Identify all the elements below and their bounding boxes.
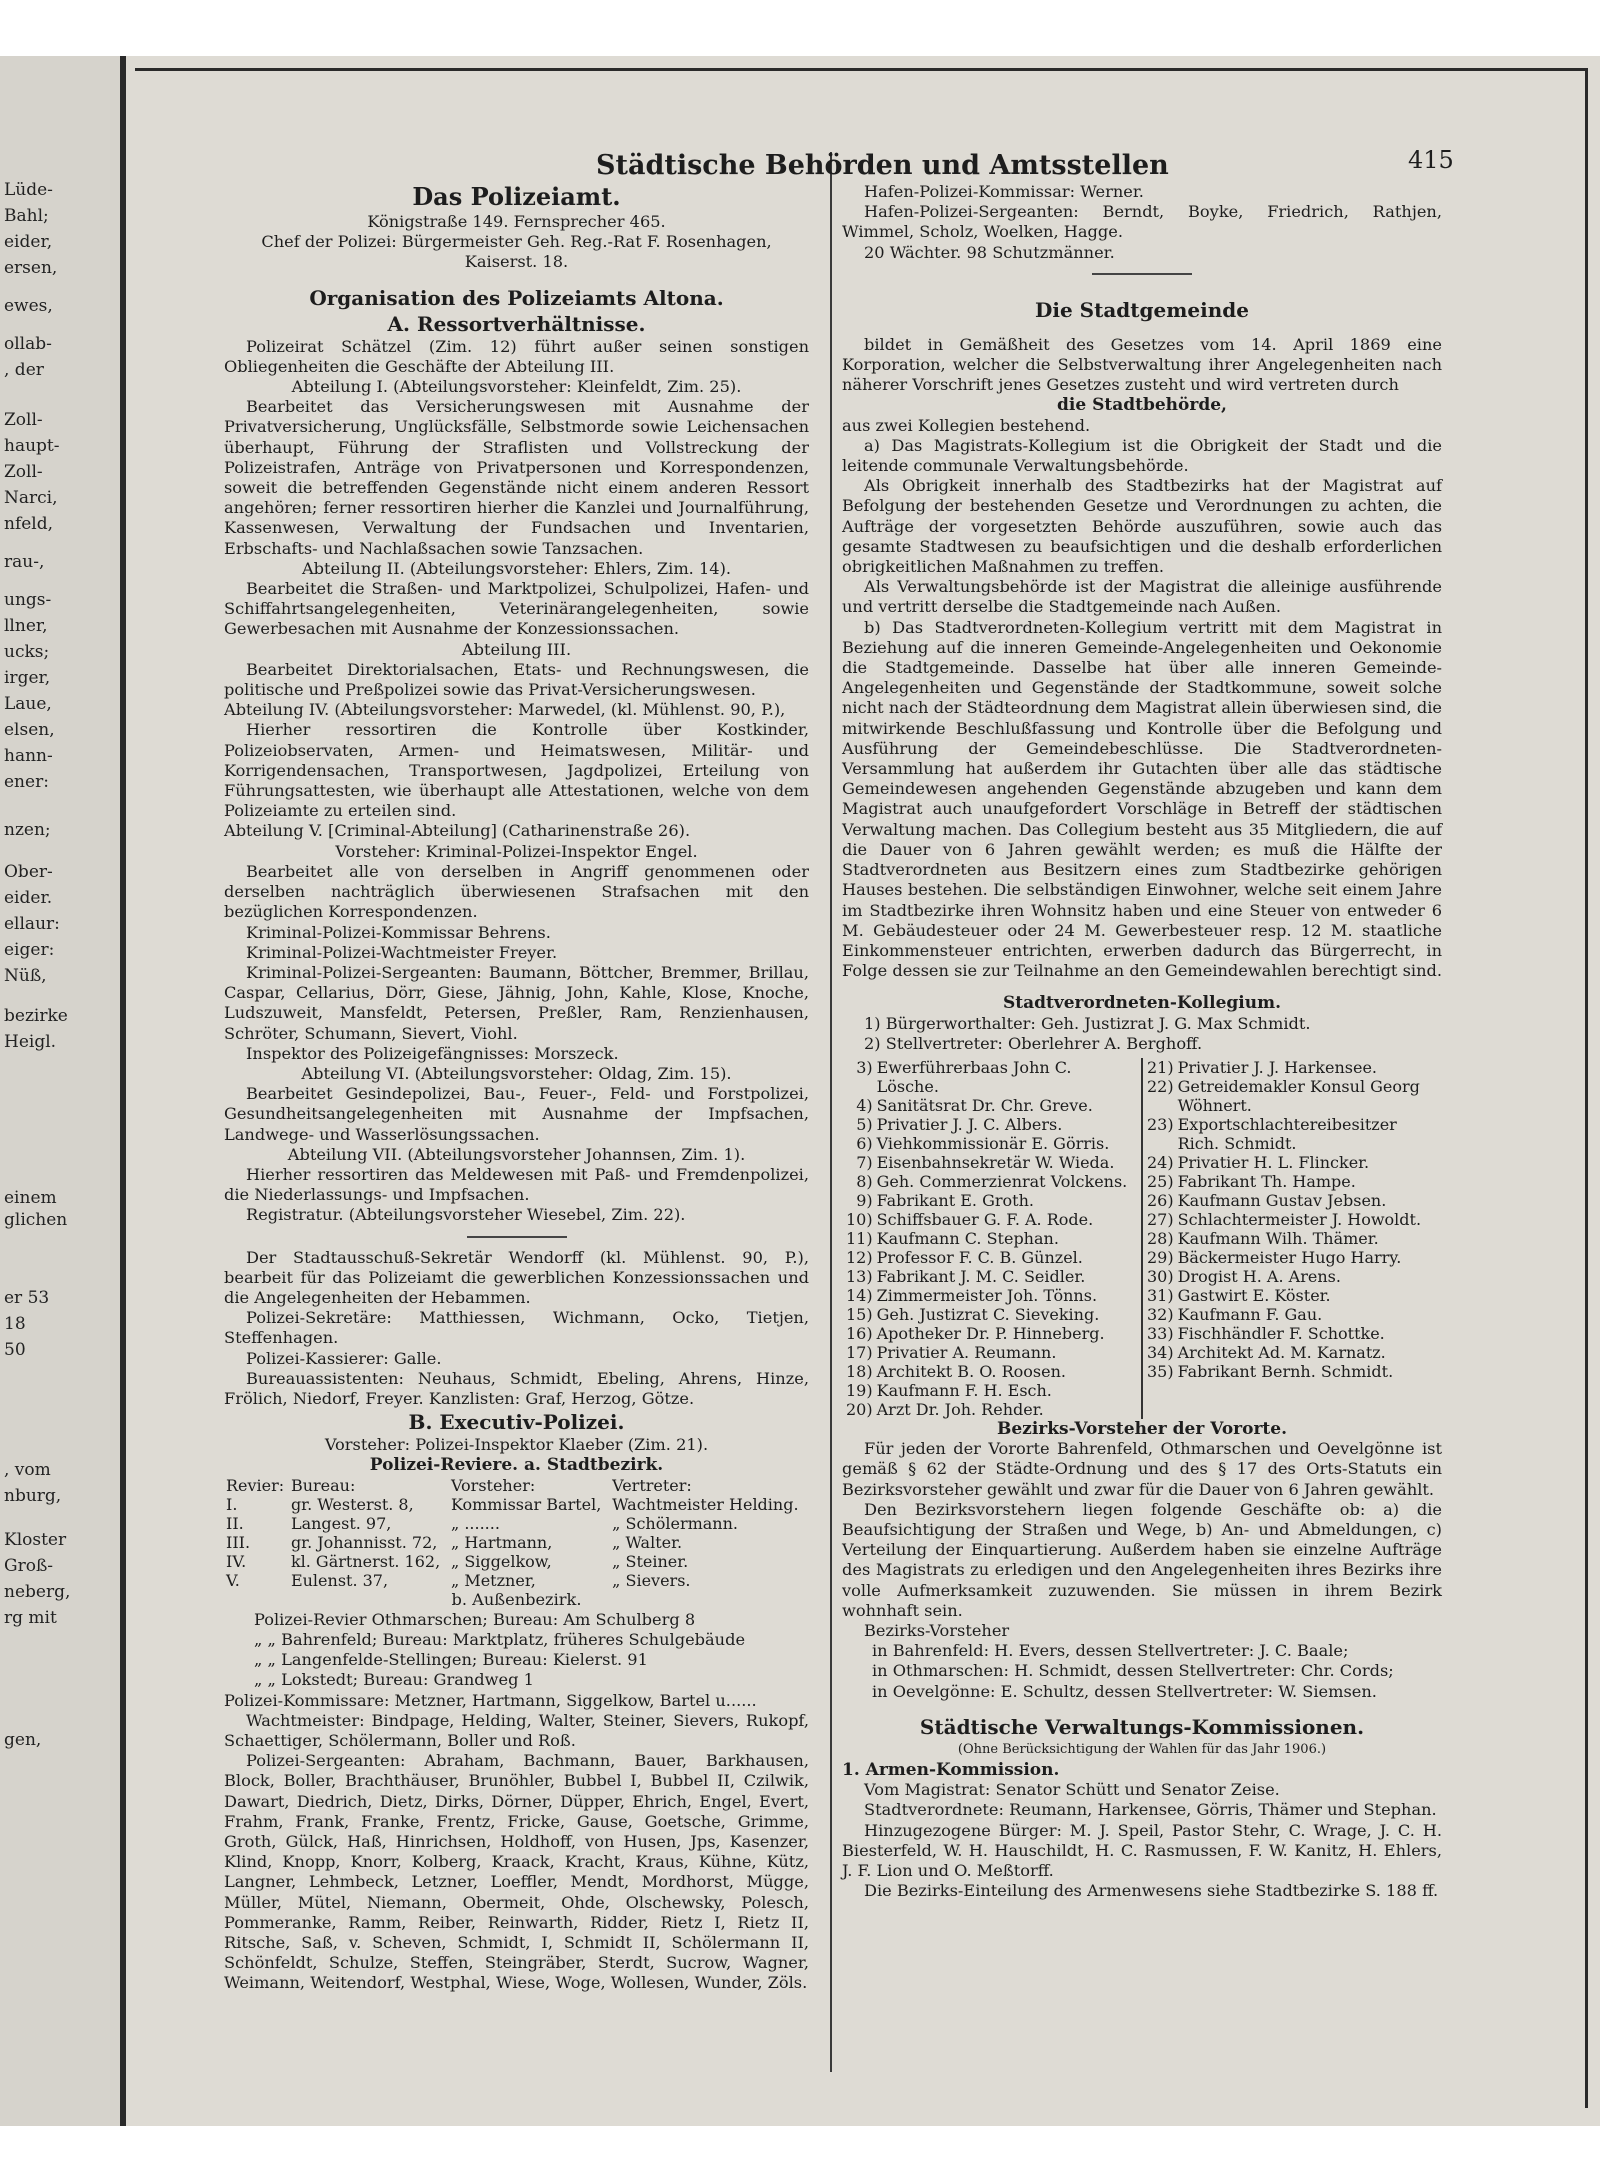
table-cell: gr. Johannisst. 72, [290,1532,438,1552]
member-number: 32) [1147,1304,1174,1324]
chief-line: Chef der Polizei: Bürgermeister Geh. Reg.-Rat F. Rosenhagen, Kaiserst. 18. [261,232,772,272]
margin-fragment: 18 [4,1314,26,1334]
abt5-kommissar: Kriminal-Polizei-Kommissar Behrens. [246,922,551,942]
abt5-head: Vorsteher: Kriminal-Polizei-Inspektor Engel. [335,841,698,861]
list-item: in Oevelgönne: E. Schultz, dessen Stellvertreter: W. Siemsen. [872,1681,1377,1701]
table-cell: Langest. 97, [290,1513,392,1533]
margin-fragment: , der [4,360,44,380]
margin-fragment: Laue, [4,694,52,714]
table-row [1145,1191,1440,1210]
table-cell: Eulenst. 37, [290,1570,389,1590]
margin-fragment: eiger: [4,940,55,960]
sv-members-table [842,1058,1442,1419]
margin-fragment: ollab- [4,334,52,354]
column-divider [830,152,832,2072]
member-name: Geh. Justizrat C. Sieveking. [876,1304,1100,1324]
page-number: 415 [1408,146,1454,174]
member-number: 27) [1147,1209,1174,1229]
abt1-heading: Abteilung I. (Abteilungsvorsteher: Kleinfeldt, Zim. 25). [291,377,742,397]
member-number: 34) [1147,1342,1174,1362]
abt3-text: Bearbeitet Direktorialsachen, Etats- und Rechnungswesen, die politische und Preßpolizei sowie das Privat-Versicherungswesen. [224,659,809,700]
margin-fragment: llner, [4,616,48,636]
armen-2: Stadtverordnete: Reumann, Harkensee, Görris, Thämer und Stephan. [864,1800,1437,1820]
margin-fragment: hann- [4,746,53,766]
margin-fragment: ellaur: [4,914,60,934]
armen-title: 1. Armen-Kommission. [842,1759,1060,1780]
member-number: 35) [1147,1361,1174,1381]
member-name: Exportschlachtereibesitzer Rich. Schmidt. [1177,1114,1397,1153]
table-cell: II. [226,1513,244,1533]
table-row [844,1248,1139,1267]
abt5-sergeanten: Kriminal-Polizei-Sergeanten: Baumann, Böttcher, Bremmer, Brillau, Caspar, Cellarius, Dörr, Giese, Jähnig, John, Kahle, Klose, Knoche, Ludszuweit, Mansfeldt, Petersen, Preßler, Ram, Renzienhausen, Schröter, Schumann, Sievert, Viohl. [224,962,809,1043]
list-item: „ „ Langenfelde-Stellingen; Bureau: Kielerst. 91 [254,1650,648,1670]
abt7-heading: Abteilung VII. (Abteilungsvorsteher Johannsen, Zim. 1). [287,1144,746,1164]
bv-title: Bezirks-Vorsteher der Vororte. [996,1418,1288,1439]
member-name: Kaufmann Wilh. Thämer. [1177,1228,1379,1248]
member-name: Bäckermeister Hugo Harry. [1177,1247,1402,1267]
member-number: 24) [1147,1152,1174,1172]
member-number: 5) [856,1114,873,1134]
stadtgemeinde-title: Die Stadtgemeinde [1035,297,1249,322]
member-number: 13) [846,1266,873,1286]
abt2-text: Bearbeitet die Straßen- und Marktpolizei, Schulpolizei, Hafen- und Schiffahrtsangelegenheiten, Veterinärangelegenheiten, sowie Gewerbesachen mit Ausnahme der Konzessionssachen. [224,579,809,639]
obrigkeit-text: Als Obrigkeit innerhalb des Stadtbezirks hat der Magistrat auf Befolgung der bestehenden Gesetze und Verordnungen zu achten, die Aufträge der vorgesetzten Behörde auszuführen, sowie auch das gesamte Stadtwesen zu beaufsichtigen und die deshalb erforderlichen obrigkeitlichen Maßnahmen zu treffen. [842,476,1442,577]
margin-fragment: Ober- [4,862,53,882]
margin-fragment: nfeld, [4,514,54,534]
table-row [1145,1153,1440,1172]
table-row [1145,1248,1440,1267]
zwei-kollegien: aus zwei Kollegien bestehend. [842,415,1091,435]
hafen-waechter: 20 Wächter. 98 Schutzmänner. [864,242,1115,262]
table-row [844,1229,1139,1248]
list-item: „ „ Lokstedt; Bureau: Grandweg 1 [254,1670,534,1690]
table-row [844,1362,1139,1381]
margin-fragment: irger, [4,668,51,688]
member-name: Zimmermeister Joh. Tönns. [876,1285,1098,1305]
wachtmeister: Wachtmeister: Bindpage, Helding, Walter, Steiner, Sievers, Rukopf, Schaettiger, Schölermann, Boller und Roß. [224,1710,809,1750]
member-number: 16) [846,1323,873,1343]
list-item: in Bahrenfeld: H. Evers, dessen Stellvertreter: J. C. Baale; [872,1641,1349,1661]
member-name: Kaufmann Gustav Jebsen. [1177,1190,1387,1210]
stadtbehoerde: die Stadtbehörde, [1057,395,1227,416]
bv-text-1: Für jeden der Vororte Bahrenfeld, Othmarschen und Oevelgönne ist gemäß § 62 der Städte-Ordnung und des § 17 des Orts-Statuts ein Bezirksvorsteher gewählt und zwar für die Dauer von 6 Jahren gewählt. [842,1439,1442,1499]
member-name: Fabrikant J. M. C. Seidler. [876,1266,1086,1286]
margin-fragment: neberg, [4,1582,71,1602]
member-number: 7) [856,1152,873,1172]
right-rule [1585,68,1588,2108]
table-row [224,1571,809,1590]
member-name: Eisenbahnsekretär W. Wieda. [876,1152,1115,1172]
member-number: 6) [856,1133,873,1153]
abt1-text: Bearbeitet das Versicherungswesen mit Ausnahme der Privatversicherung, Unglücksfälle, Selbstmorde sowie Leichensachen überhaupt, Führung der Straflisten und Vollstreckung der Polizeistrafen, Anträge von Privatpersonen und Korrespondenzen, soweit die betreffenden Gegenstände nicht einem anderen Ressort angehören; ferner ressortiren hierher die Kanzlei und Journalführung, Kassenwesen, Verwaltung der Fundsachen und Inventarien, Erbschafts- und Nachlaßsachen sowie Tanzsachen. [224,397,809,558]
section-a-title: A. Ressortverhältnisse. [387,311,646,336]
abt6-text: Bearbeitet Gesindepolizei, Bau-, Feuer-, Feld- und Forstpolizei, Gesundheitsangelegenheiten mit Ausnahme der Impfsachen, Landwege- und Wasserlösungssachen. [224,1084,809,1144]
margin-fragment: , vom [4,1460,51,1480]
margin-fragment: Kloster [4,1530,67,1550]
table-row [844,1210,1139,1229]
page-gutter [120,56,126,2126]
abt5-wachtmeister: Kriminal-Polizei-Wachtmeister Freyer. [246,942,558,962]
margin-fragment: bezirke [4,1006,68,1026]
table-cell: I. [226,1494,238,1514]
abt2-heading: Abteilung II. (Abteilungsvorsteher: Ehlers, Zim. 14). [301,558,732,578]
member-number: 28) [1147,1228,1174,1248]
table-row [224,1552,809,1571]
margin-fragment: 50 [4,1340,26,1360]
right-column [842,182,1442,1901]
margin-fragment: Nüß, [4,966,47,986]
margin-fragment: ucks; [4,642,50,662]
aussen-list [224,1610,809,1691]
list-item: „ „ Bahrenfeld; Bureau: Marktplatz, früheres Schulgebäude [254,1629,746,1649]
member-number: 4) [856,1095,873,1115]
verwaltung-text: Als Verwaltungsbehörde ist der Magistrat die alleinige ausführende und vertritt derselbe die Stadtgemeinde nach Außen. [842,577,1442,617]
abt6-heading: Abteilung VI. (Abteilungsvorsteher: Oldag, Zim. 15). [301,1063,732,1083]
member-name: Getreidemakler Konsul Georg Wöhnert. [1177,1076,1420,1115]
member-name: Privatier J. J. C. Albers. [876,1114,1063,1134]
kommissionen-title: Städtische Verwaltungs-Kommissionen. [919,1714,1365,1739]
table-cell: V. [226,1570,240,1590]
table-row [1145,1210,1440,1229]
separator [467,1236,567,1238]
member-number: 3) [856,1057,873,1077]
hafen-sergeanten: Hafen-Polizei-Sergeanten: Berndt, Boyke, Friedrich, Rathjen, Wimmel, Scholz, Woelken, Hagge. [842,202,1442,242]
top-rule [135,68,1585,71]
member-name: Professor F. C. B. Günzel. [876,1247,1083,1267]
list-item: in Othmarschen: H. Schmidt, dessen Stellvertreter: Chr. Cords; [872,1661,1394,1681]
armen-1: Vom Magistrat: Senator Schütt und Senator Zeise. [864,1780,1280,1800]
table-cell: „ Siggelkow, [450,1551,552,1571]
margin-fragment: ungs- [4,590,52,610]
bv-head: Bezirks-Vorsteher [864,1620,1010,1640]
member-name: Apotheker Dr. P. Hinneberg. [876,1323,1105,1343]
table-row [844,1286,1139,1305]
member-number: 17) [846,1342,873,1362]
armen-3: Hinzugezogene Bürger: M. J. Speil, Pastor Stehr, C. Wrage, J. C. H. Biesterfeld, W. H. Hauschildt, H. C. Rasmussen, F. W. Kanitz, H. Ehlers, J. F. Lion und O. Meßtorff. [842,1820,1442,1880]
reviere-table [224,1476,809,1590]
margin-fragment: Lüde- [4,180,53,200]
kommissare: Polizei-Kommissare: Metzner, Hartmann, Siggelkow, Bartel u...... [224,1690,757,1710]
member-number: 31) [1147,1285,1174,1305]
table-cell: „ ....... [450,1513,500,1533]
table-row [224,1495,809,1514]
a-intro: Polizeirat Schätzel (Zim. 12) führt außer seinen sonstigen Obliegenheiten die Geschäfte der Abteilung III. [224,336,809,376]
abt4-text: Hierher ressortiren die Kontrolle über Kostkinder, Polizeiobservaten, Armen- und Heimatswesen, Militär- und Korrigendensachen, Transportwesen, Jagdpolizei, Erteilung von Führungsattesten, wie überhaupt alle Attestationen, welche von dem Polizeiamte zu erteilen sind. [224,720,809,821]
member-number: 12) [846,1247,873,1267]
table-row [1145,1343,1440,1362]
bureauassistenten: Bureauassistenten: Neuhaus, Schmidt, Ebeling, Ahrens, Hinze, Frölich, Niedorf, Freyer. Kanzlisten: Graf, Herzog, Götze. [224,1368,809,1408]
table-row [224,1533,809,1552]
member-number: 9) [856,1190,873,1210]
table-cell: „ Walter. [612,1532,683,1552]
table-cell: „ Sievers. [612,1570,691,1590]
margin-fragment: einem [4,1188,57,1208]
table-row [844,1343,1139,1362]
table-row [1145,1229,1440,1248]
table-row [844,1305,1139,1324]
abt4-heading: Abteilung IV. (Abteilungsvorsteher: Marwedel, (kl. Mühlenst. 90, P.), [224,700,786,720]
member-name: Geh. Commerzienrat Volckens. [876,1171,1128,1191]
member-name: Kaufmann F. Gau. [1177,1304,1323,1324]
member-name: Privatier H. L. Flincker. [1177,1152,1370,1172]
member-number: 21) [1147,1057,1174,1077]
abt7-text: Hierher ressortiren das Meldewesen mit Paß- und Fremdenpolizei, die Niederlassungs- und Impfsachen. [224,1164,809,1205]
margin-fragment: Heigl. [4,1032,57,1052]
reviere-title: Polizei-Reviere. a. Stadtbezirk. [369,1455,664,1476]
bv-list [842,1641,1442,1702]
member-number: 19) [846,1380,873,1400]
table-row [844,1381,1139,1400]
member-name: Gastwirt E. Köster. [1177,1285,1331,1305]
aussen-title: b. Außenbezirk. [451,1589,582,1609]
abt5-text: Bearbeitet alle von derselben in Angriff genommenen oder derselben nachträglich überwiesenen Strafsachen mit den bezüglichen Korrespondenzen. [224,861,809,922]
table-cell: „ Schölermann. [612,1513,738,1533]
member-name: Architekt Ad. M. Karnatz. [1177,1342,1386,1362]
margin-fragment: Bahl; [4,206,49,226]
kommissionen-note: (Ohne Berücksichtigung der Wahlen für das Jahr 1906.) [957,1741,1327,1757]
member-number: 14) [846,1285,873,1305]
reviere-col-revier: Revier: [226,1475,285,1495]
left-column [224,182,809,1994]
stadtgemeinde-text: bildet in Gemäßheit des Gesetzes vom 14. April 1869 eine Korporation, welcher die Selbstverwaltung ihrer Angelegenheiten nach näherer Vorschrift jenes Gesetzes zusteht und wird vertreten durch [842,334,1442,395]
table-cell: „ Steiner. [612,1551,689,1571]
margin-fragment: rg mit [4,1608,57,1628]
margin-fragment: haupt- [4,436,60,456]
margin-fragment: nzen; [4,820,51,840]
org-title: Organisation des Polizeiamts Altona. [309,285,724,310]
margin-fragment: elsen, [4,720,55,740]
table-cell: kl. Gärtnerst. 162, [290,1551,441,1571]
margin-fragment: Zoll- [4,410,43,430]
member-name: Fischhändler F. Schottke. [1177,1323,1385,1343]
table-row [844,1058,1139,1096]
table-row [1145,1115,1440,1153]
reviere-col-vertreter: Vertreter: [612,1475,692,1495]
bv-text-2: Den Bezirksvorstehern liegen folgende Geschäfte ob: a) die Beaufsichtigung der Straßen und Wege, b) An- und Abmeldungen, c) Verteilung der Einquartierung. Außerdem haben sie einzelne Aufträge des Magistrats zu erledigen und den Angelegenheiten ihres Bezirks ihre volle Aufmerksamkeit zuzuwenden. Sie müssen in ihrem Bezirk wohnhaft sein. [842,1499,1442,1620]
table-row [224,1514,809,1533]
member-number: 22) [1147,1076,1174,1096]
sv-2: 2) Stellvertreter: Oberlehrer A. Berghoff. [864,1033,1203,1053]
sv-title: Stadtverordneten-Kollegium. [1002,993,1282,1014]
separator [1092,273,1192,275]
address: Königstraße 149. Fernsprecher 465. [367,212,666,231]
member-number: 33) [1147,1323,1174,1343]
sv-1: 1) Bürgerworthalter: Geh. Justizrat J. G. Max Schmidt. [864,1013,1311,1033]
member-name: Privatier J. J. Harkensee. [1177,1057,1377,1077]
table-row [844,1115,1139,1134]
member-name: Fabrikant E. Groth. [876,1190,1034,1210]
table-row [844,1267,1139,1286]
reviere-col-vorsteher: Vorsteher: [450,1475,536,1495]
reviere-col-bureau: Bureau: [290,1475,356,1495]
section-b-title: B. Executiv-Polizei. [408,1410,625,1435]
section-title-polizeiamt: Das Polizeiamt. [412,182,621,211]
member-number: 8) [856,1171,873,1191]
table-cell: Wachtmeister Helding. [612,1494,799,1514]
margin-fragment: Groß- [4,1556,54,1576]
table-row [844,1400,1139,1419]
table-row [1145,1172,1440,1191]
table-row [844,1096,1139,1115]
member-name: Schlachtermeister J. Howoldt. [1177,1209,1422,1229]
hafen-kommissar: Hafen-Polizei-Kommissar: Werner. [864,182,1144,201]
member-number: 10) [846,1209,873,1229]
member-number: 30) [1147,1266,1174,1286]
stadtausschuss: Der Stadtausschuß-Sekretär Wendorff (kl. Mühlenst. 90, P.), bearbeit für das Polizeiamt die gewerblichen Konzessionssachen und die Angelegenheiten der Hebammen. [224,1247,809,1307]
member-name: Fabrikant Th. Hampe. [1177,1171,1356,1191]
member-name: Viehkommissionär E. Görris. [876,1133,1110,1153]
table-row [1145,1305,1440,1324]
table-row [844,1153,1139,1172]
table-row [1145,1324,1440,1343]
margin-fragment: glichen [4,1210,68,1230]
b-head: Vorsteher: Polizei-Inspektor Klaeber (Zim. 21). [324,1435,709,1455]
margin-fragment: Zoll- [4,462,43,482]
table-row [1145,1362,1440,1381]
member-number: 11) [846,1228,873,1248]
member-number: 26) [1147,1190,1174,1210]
margin-fragment: er 53 [4,1288,50,1308]
member-number: 15) [846,1304,873,1324]
margin-fragment: Narci, [4,488,58,508]
list-item: Polizei-Revier Othmarschen; Bureau: Am Schulberg 8 [254,1609,696,1629]
sekretaere: Polizei-Sekretäre: Matthiessen, Wichmann, Ocko, Tietjen, Steffenhagen. [224,1308,809,1348]
stadtverordnete-text: b) Das Stadtverordneten-Kollegium vertritt mit dem Magistrat in Beziehung auf die inneren Gemeinde-Angelegenheiten und Oekonomie die Stadtgemeinde. Dasselbe hat über alle inneren Gemeinde-Angelegenheiten und Gegenstände der Stadtkommune, soweit solche nicht nach der Städteordnung dem Magistrat allein überwiesen sind, die mitwirkende Beschlußfassung und Kontrolle über die Befolgung und Ausführung der Gemeindebeschlüsse. Die Stadtverordneten-Versammlung hat außerdem ihr Gutachten über alle das städtische Gemeindewesen angehenden Gegenstände abzugeben und kann dem Magistrat auch unaufgefordert Vorschläge in Betreff der städtischen Verwaltung machen. Das Collegium besteht aus 35 Mitgliedern, die auf die Dauer von 6 Jahren gewählt werden; es muß die Hälfte der Stadtverordneten aus Besitzern eines zum Stadtbezirke gehörigen Hauses bestehen. Die selbständigen Einwohner, welche seit einem Jahre im Stadtbezirke ihren Wohnsitz haben und eine Steuer von entweder 6 M. Gebäudesteuer oder 24 M. Gewerbesteuer resp. 12 M. staatliche Einkommensteuer entrichten, erwerben dadurch das Bürgerrecht, in Folge dessen sie zur Teilnahme an den Gemeindewahlen berechtigt sind. [842,617,1443,981]
member-number: 29) [1147,1247,1174,1267]
magistrat-text: a) Das Magistrats-Kollegium ist die Obrigkeit der Stadt und die leitende communale Verwaltungsbehörde. [842,435,1442,476]
abt3-heading: Abteilung III. [461,639,572,659]
margin-fragment: gen, [4,1730,42,1750]
armen-4: Die Bezirks-Einteilung des Armenwesens siehe Stadtbezirke S. 188 ff. [864,1881,1439,1901]
table-cell: III. [226,1532,251,1552]
table-row [1145,1286,1440,1305]
table-row [844,1191,1139,1210]
member-name: Architekt B. O. Roosen. [876,1361,1066,1381]
member-number: 25) [1147,1171,1174,1191]
abt5-heading: Abteilung V. [Criminal-Abteilung] (Catharinenstraße 26). [224,821,691,841]
abt5-inspektor: Inspektor des Polizeigefängnisses: Morszeck. [246,1043,619,1063]
kassierer: Polizei-Kassierer: Galle. [246,1348,442,1368]
table-row [844,1324,1139,1343]
margin-fragment: ewes, [4,296,53,316]
page-header: Städtische Behörden und Amtsstellen [596,150,1169,181]
table-cell: gr. Westerst. 8, [290,1494,414,1514]
member-name: Kaufmann F. H. Esch. [876,1380,1052,1400]
margin-fragment: ersen, [4,258,58,278]
table-cell: „ Metzner, [450,1570,536,1590]
table-row [1145,1267,1440,1286]
table-cell: „ Hartmann, [450,1532,553,1552]
table-row [1145,1077,1440,1115]
member-name: Ewerführerbaas John C. Lösche. [876,1057,1072,1096]
table-row [844,1134,1139,1153]
member-name: Drogist H. A. Arens. [1177,1266,1341,1286]
member-name: Kaufmann C. Stephan. [876,1228,1059,1248]
member-number: 20) [846,1399,873,1419]
member-number: 18) [846,1361,873,1381]
registratur: Registratur. (Abteilungsvorsteher Wiesebel, Zim. 22). [246,1205,686,1225]
reviere-header [224,1476,809,1495]
margin-fragment: nburg, [4,1486,62,1506]
member-name: Fabrikant Bernh. Schmidt. [1177,1361,1394,1381]
margin-fragment: eider, [4,232,53,252]
table-row [1145,1058,1440,1077]
table-cell: Kommissar Bartel, [450,1494,602,1514]
table-row [844,1172,1139,1191]
margin-fragment: rau-, [4,552,45,572]
member-name: Sanitätsrat Dr. Chr. Greve. [876,1095,1093,1115]
member-name: Schiffsbauer G. F. A. Rode. [876,1209,1094,1229]
table-cell: IV. [226,1551,247,1571]
sergeanten: Polizei-Sergeanten: Abraham, Bachmann, Bauer, Barkhausen, Block, Boller, Brachthäuser, Brunöhler, Bubbel I, Bubbel II, Czilwik, Dawart, Diedrich, Dietz, Dirks, Dörner, Düpper, Ehrich, Engel, Evert, Frahm, Frank, Franke, Frentz, Fricke, Gause, Goetsche, Grimme, Groth, Gülck, Haß, Hinrichsen, Holdhoff, von Husen, Jps, Kasenzer, Klind, Knopp, Knorr, Kolberg, Kraack, Kracht, Kraus, Kühne, Kütz, Langner, Lehmbeck, Letzner, Loeffler, Mendt, Mordhorst, Mügge, Müller, Mütel, Niemann, Obermeit, Ohde, Olschewsky, Polesch, Pommeranke, Ramm, Reiber, Reinwarth, Ridder, Rietz I, Rietz II, Ritsche, Saß, v. Scheven, Schmidt, I, Schmidt II, Schölermann II, Schönfeldt, Schulze, Steffen, Steingräber, Sterdt, Sucrow, Wagner, Weimann, Weitendorf, Westphal, Wiese, Woge, Wollesen, Wunder, Zöls. [224,1751,809,1993]
margin-fragment: ener: [4,772,49,792]
member-number: 23) [1147,1114,1174,1134]
member-name: Arzt Dr. Joh. Rehder. [876,1399,1044,1419]
margin-fragment: eider. [4,888,53,908]
member-name: Privatier A. Reumann. [876,1342,1057,1362]
